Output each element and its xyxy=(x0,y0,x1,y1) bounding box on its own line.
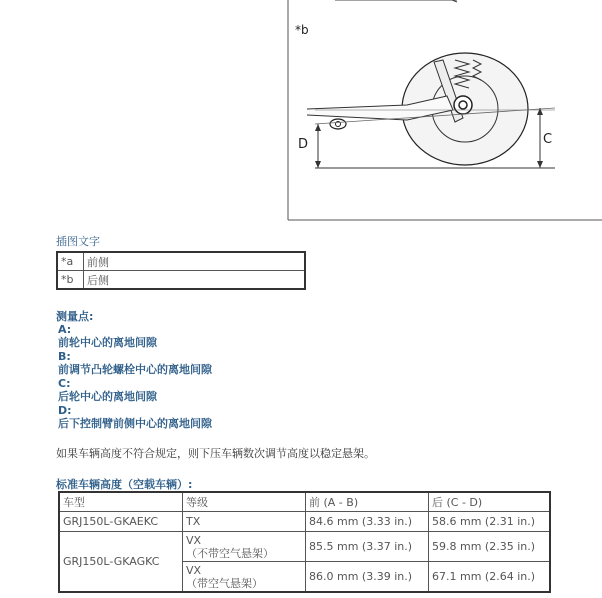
table-row xyxy=(59,512,550,532)
header-front: 前 (A - B) xyxy=(306,492,429,512)
cell-model: GRJ150L-GKAEKC xyxy=(59,512,183,532)
cell-front: 86.0 mm (3.39 in.) xyxy=(306,562,429,593)
measure-point xyxy=(58,350,358,377)
measure-point-list xyxy=(58,323,358,431)
grade-note: （不带空气悬架） xyxy=(186,546,274,560)
measure-point xyxy=(58,323,358,350)
cell-rear: 58.6 mm (2.31 in.) xyxy=(429,512,551,532)
spec-title: 标准车辆高度（空载车辆）: xyxy=(56,478,193,491)
caption-symbol: *a xyxy=(57,252,84,271)
suspension-figure xyxy=(287,0,602,223)
caption-table xyxy=(56,251,306,290)
cell-front: 84.6 mm (3.33 in.) xyxy=(306,512,429,532)
cell-grade xyxy=(183,532,306,562)
adjustment-note: 如果车辆高度不符合规定，则下压车辆数次调节高度以稳定悬架。 xyxy=(56,447,375,460)
measure-point-desc: 前轮中心的离地间隙 xyxy=(58,336,157,349)
figure-label-b: *b xyxy=(295,23,309,37)
header-rear: 后 (C - D) xyxy=(429,492,551,512)
grade-note: （带空气悬架） xyxy=(186,576,263,590)
caption-symbol: *b xyxy=(57,271,84,290)
measure-point-desc: 后轮中心的离地间隙 xyxy=(58,390,157,403)
cell-model: GRJ150L-GKAGKC xyxy=(59,532,183,593)
measure-point-letter: A: xyxy=(58,323,72,336)
cell-front: 85.5 mm (3.37 in.) xyxy=(306,532,429,562)
caption-text: 前侧 xyxy=(84,252,306,271)
measure-point xyxy=(58,377,358,404)
cell-rear: 67.1 mm (2.64 in.) xyxy=(429,562,551,593)
cell-grade: TX xyxy=(183,512,306,532)
header-grade: 等级 xyxy=(183,492,306,512)
header-model: 车型 xyxy=(59,492,183,512)
table-row xyxy=(59,532,550,562)
cell-rear: 59.8 mm (2.35 in.) xyxy=(429,532,551,562)
measure-point-letter: B: xyxy=(58,350,71,363)
measure-point-desc: 前调节凸轮螺栓中心的离地间隙 xyxy=(58,363,212,376)
dimension-label-c: C xyxy=(543,132,553,147)
measure-point-letter: C: xyxy=(58,377,71,390)
cell-grade xyxy=(183,562,306,593)
rear-suspension-diagram xyxy=(287,0,602,223)
measure-point-letter: D: xyxy=(58,404,72,417)
grade-name: VX xyxy=(186,533,202,547)
grade-name: VX xyxy=(186,563,202,577)
caption-text: 后侧 xyxy=(84,271,306,290)
spec-header-row xyxy=(59,492,550,512)
caption-title: 插图文字 xyxy=(56,235,100,248)
caption-row xyxy=(57,252,305,271)
measure-point xyxy=(58,404,358,431)
spec-table xyxy=(58,491,551,593)
caption-row xyxy=(57,271,305,290)
dimension-label-d: D xyxy=(298,137,309,152)
measure-title: 测量点: xyxy=(56,310,94,323)
measure-point-desc: 后下控制臂前侧中心的离地间隙 xyxy=(58,417,212,430)
